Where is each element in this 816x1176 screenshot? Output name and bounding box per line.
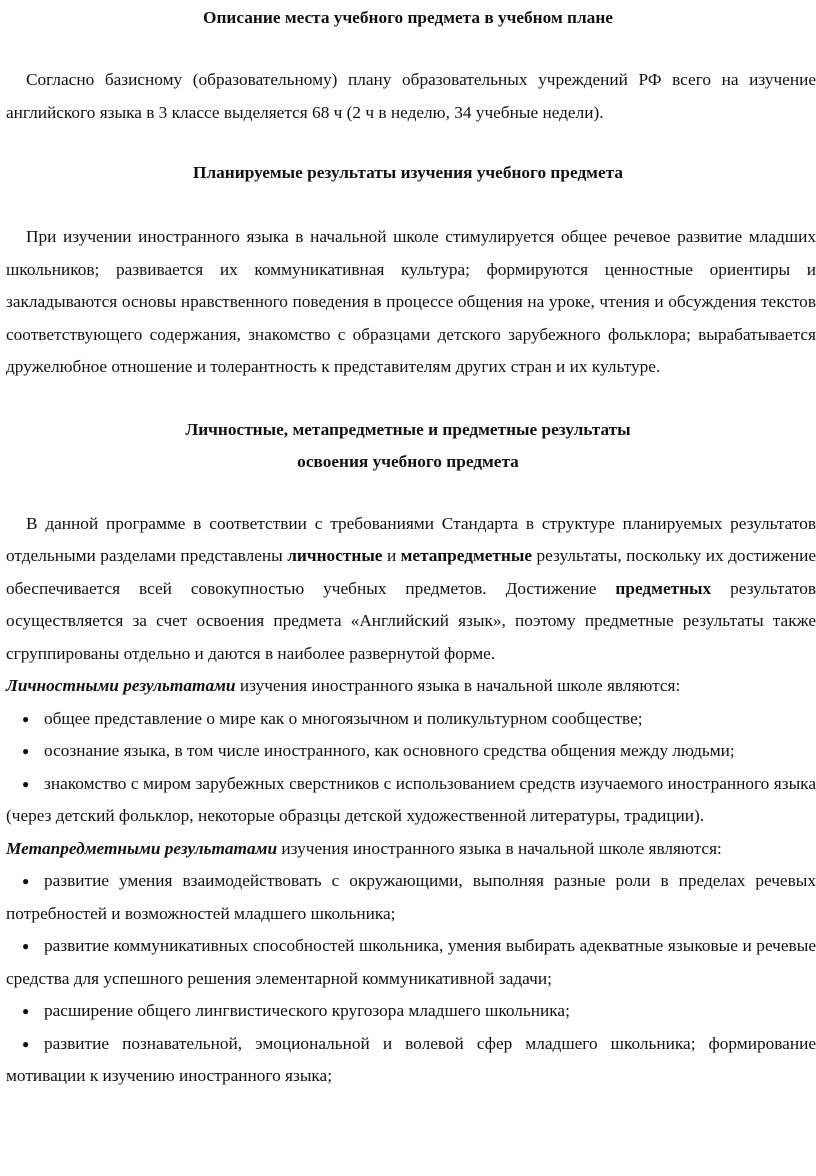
bullet-icon: ● <box>22 711 30 726</box>
term-subject: предметных <box>615 578 712 598</box>
list-item <box>6 703 816 736</box>
list-item <box>6 930 816 995</box>
list-item-text: развитие коммуникативных способностей школьника, умения выбирать адекватные языковые и речевые средства для успешного решения элементарной коммуникативной задачи; <box>6 936 816 988</box>
section-heading-results-line1: Личностные, метапредметные и предметные результаты <box>185 419 631 439</box>
list-item-text: осознание языка, в том числе иностранного, как основного средства общения между людьми; <box>44 741 735 760</box>
paragraph-text: В данной программе в соответствии с требованиями Стандарта в структуре планируемых результатов отдельными разделами представлены <box>6 513 816 565</box>
term-metasubject: метапредметные <box>400 546 533 565</box>
bullet-icon: ● <box>22 744 30 758</box>
bullet-icon: ● <box>22 776 30 791</box>
personal-results-text: изучения иностранного языка в начальной школе являются: <box>235 676 681 695</box>
section-heading-planned-results: Планируемые результаты изучения учебного предмета <box>193 163 623 182</box>
paragraph-text: результаты, поскольку их достижение обеспечивается всей совокупностью учебных предметов. Достижение <box>6 546 816 598</box>
list-item-text: знакомство с миром зарубежных сверстников с использованием средств изучаемого иностранного языка (через детский фольклор, некоторые образцы детской художественной литературы, традиции). <box>6 773 816 825</box>
list-item <box>6 768 816 833</box>
bullet-icon: ● <box>22 939 30 953</box>
personal-results-lead <box>6 670 816 703</box>
list-item <box>6 1028 816 1093</box>
bullet-icon: ● <box>22 874 30 888</box>
paragraph-hours: Согласно базисному (образовательному) плану образовательных учреждений РФ всего на изучение английского языка в 3 классе выделяется 68 ч (2 ч в неделю, 34 учебные недели). <box>6 70 816 122</box>
meta-results-lead <box>6 833 816 866</box>
list-item-text: общее представление о мире как о многоязычном и поликультурном сообществе; <box>44 708 643 728</box>
meta-results-text: изучения иностранного языка в начальной школе являются: <box>277 838 722 858</box>
list-item <box>6 735 816 768</box>
bullet-icon: ● <box>22 1036 30 1051</box>
bullet-icon: ● <box>22 1004 30 1018</box>
paragraph-text: и <box>382 546 401 565</box>
meta-results-label: Метапредметными результатами <box>6 838 278 858</box>
section-heading-place: Описание места учебного предмета в учебном плане <box>203 8 613 27</box>
list-item <box>6 865 816 930</box>
personal-results-label: Личностными результатами <box>6 676 236 695</box>
paragraph-text: результатов осуществляется за счет освоения предмета «Английский язык», поэтому предметные результаты также сгруппированы отдельно и даются в наиболее развернутой форме. <box>6 578 816 663</box>
section-heading-results-line2: освоения учебного предмета <box>297 451 519 471</box>
term-personal: личностные <box>287 546 383 565</box>
paragraph-planned-results: При изучении иностранного языка в начальной школе стимулируется общее речевое развитие младших школьников; развивается их коммуникативная культура; формируются ценностные ориентиры и закладываются основы нравственного поведения в процессе общения на уроке, чтения и обсуждения текстов соответствующего содержания, знакомство с образцами детского зарубежного фольклора; вырабатывается дружелюбное отношение и толерантность к представителям других стран и их культуре. <box>6 227 816 376</box>
list-item <box>6 995 816 1028</box>
list-item-text: развитие познавательной, эмоциональной и волевой сфер младшего школьника; формирование мотивации к изучению иностранного языка; <box>6 1033 816 1085</box>
list-item-text: развитие умения взаимодействовать с окружающими, выполняя разные роли в пределах речевых потребностей и возможностей младшего школьника; <box>6 871 816 923</box>
paragraph-program-structure <box>6 508 816 671</box>
list-item-text: расширение общего лингвистического кругозора младшего школьника; <box>44 1001 570 1020</box>
